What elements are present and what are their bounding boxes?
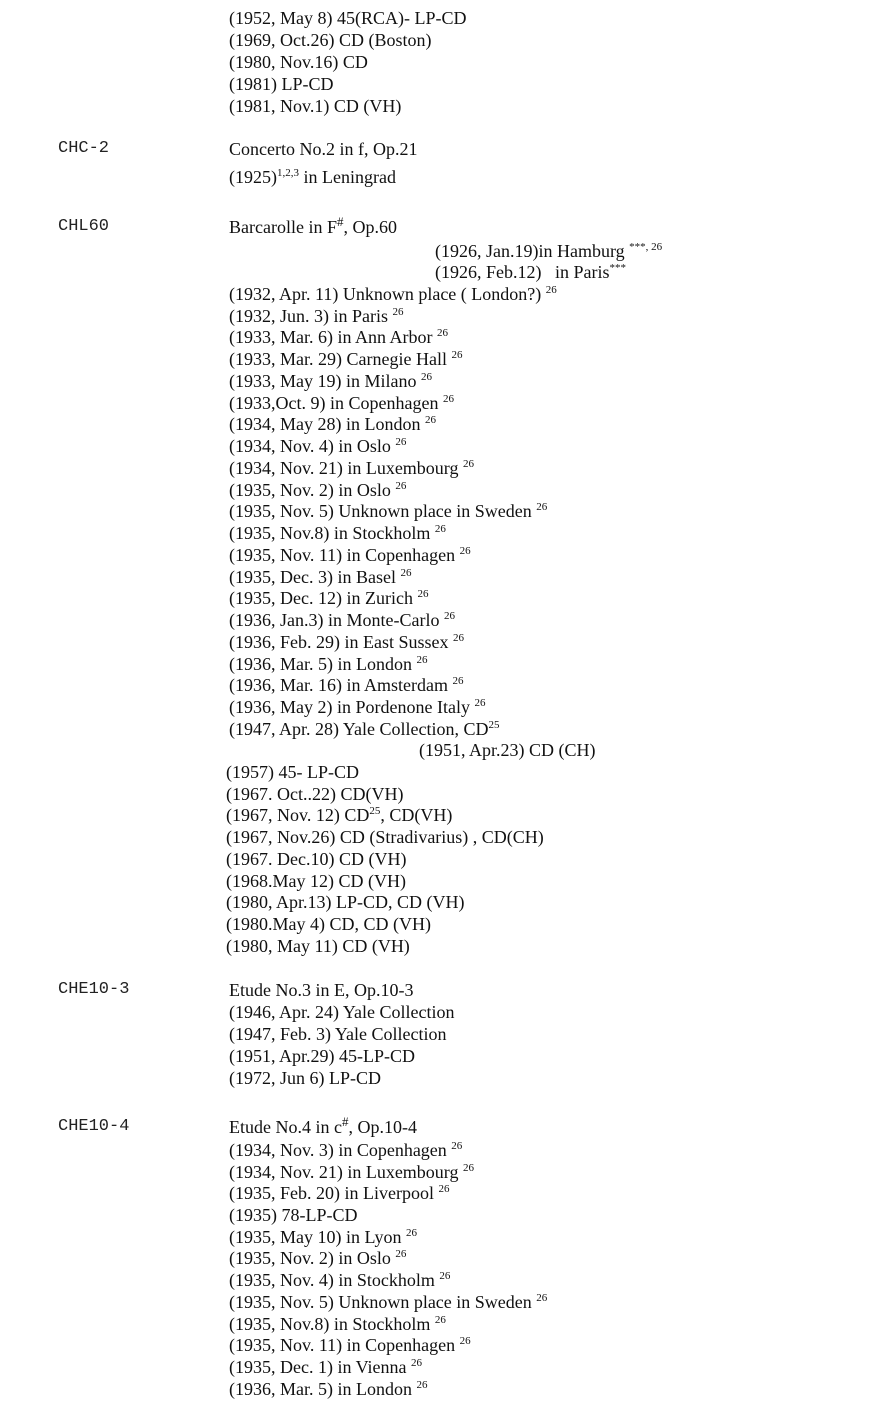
work-code: CHE10-3 bbox=[58, 980, 130, 999]
recording-entry: (1936, Jan.3) in Monte-Carlo $^{26}$ bbox=[229, 610, 455, 630]
recording-entry: (1932, Apr. 11) Unknown place ( London?) $^{26}$ bbox=[229, 284, 557, 304]
work-code: CHE10-4 bbox=[58, 1117, 130, 1136]
recording-entry: (1934, Nov. 21) in Luxembourg $^{26}$ bbox=[229, 458, 474, 478]
recording-entry: (1972, Jun 6) LP-CD bbox=[229, 1068, 381, 1088]
recording-entry: (1936, Mar. 5) in London $^{26}$ bbox=[229, 654, 428, 674]
recording-entry: (1926, Feb.12) in Paris*** bbox=[435, 262, 626, 282]
recording-entry: (1967. Dec.10) CD (VH) bbox=[226, 849, 407, 869]
recording-entry: (1935, Dec. 1) in Vienna $^{26}$ bbox=[229, 1357, 423, 1377]
recording-entry: (1934, Nov. 21) in Luxembourg $^{26}$ bbox=[229, 1162, 474, 1182]
recording-entry: (1933, Mar. 29) Carnegie Hall $^{26}$ bbox=[229, 349, 463, 369]
recording-entry: (1933,Oct. 9) in Copenhagen $^{26}$ bbox=[229, 393, 454, 413]
recording-entry: (1967. Oct..22) CD(VH) bbox=[226, 784, 404, 804]
recording-entry: (1935, Nov. 11) in Copenhagen $^{26}$ bbox=[229, 1335, 471, 1355]
recording-entry: (1936, Feb. 29) in East Sussex $^{26}$ bbox=[229, 632, 464, 652]
recording-entry: (1933, May 19) in Milano $^{26}$ bbox=[229, 371, 432, 391]
work-code: CHL60 bbox=[58, 217, 110, 236]
recording-entry: (1934, Nov. 4) in Oslo $^{26}$ bbox=[229, 436, 407, 456]
recording-entry: (1951, Apr.23) CD (CH) bbox=[419, 740, 596, 760]
recording-entry: (1981) LP-CD bbox=[229, 74, 334, 94]
recording-entry: (1935, Nov. 11) in Copenhagen $^{26}$ bbox=[229, 545, 471, 565]
recording-entry: (1926, Jan.19)in Hamburg $^{***, 26}$ bbox=[435, 241, 663, 261]
recording-entry: (1951, Apr.29) 45-LP-CD bbox=[229, 1046, 415, 1066]
recording-entry: (1934, May 28) in London $^{26}$ bbox=[229, 414, 436, 434]
recording-entry: (1967, Nov. 12) CD$^{25}$, CD(VH) bbox=[226, 805, 453, 825]
recording-entry: (1952, May 8) 45(RCA)- LP-CD bbox=[229, 8, 467, 28]
recording-entry: (1947, Feb. 3) Yale Collection bbox=[229, 1024, 447, 1044]
recording-entry: (1935, Nov.8) in Stockholm $^{26}$ bbox=[229, 1314, 446, 1334]
work-code: CHC-2 bbox=[58, 139, 110, 158]
recording-entry: (1935, Dec. 3) in Basel $^{26}$ bbox=[229, 567, 412, 587]
recording-entry: (1935, Nov. 5) Unknown place in Sweden $^{26}$ bbox=[229, 501, 548, 521]
recording-entry: (1935, Feb. 20) in Liverpool $^{26}$ bbox=[229, 1183, 450, 1203]
recording-entry: (1980, May 11) CD (VH) bbox=[226, 936, 410, 956]
recording-entry: (1935, May 10) in Lyon $^{26}$ bbox=[229, 1227, 417, 1247]
recording-entry: (1932, Jun. 3) in Paris $^{26}$ bbox=[229, 306, 404, 326]
recording-entry: $(1925)^{1,2,3}$ in Leningrad bbox=[229, 167, 396, 187]
recording-entry: (1969, Oct.26) CD (Boston) bbox=[229, 30, 432, 50]
recording-entry: (1980, Nov.16) CD bbox=[229, 52, 368, 72]
recording-entry: (1947, Apr. 28) Yale Collection, CD$^{25}$ bbox=[229, 719, 500, 739]
recording-entry: (1935, Nov. 2) in Oslo $^{26}$ bbox=[229, 1248, 407, 1268]
recording-entry: (1957) 45- LP-CD bbox=[226, 762, 359, 782]
recording-entry: (1935, Nov. 4) in Stockholm $^{26}$ bbox=[229, 1270, 451, 1290]
recording-entry: (1967, Nov.26) CD (Stradivarius) , CD(CH) bbox=[226, 827, 544, 847]
work-title: Etude No.4 in c#, Op.10-4 bbox=[229, 1114, 417, 1137]
recording-entry: (1933, Mar. 6) in Ann Arbor $^{26}$ bbox=[229, 327, 448, 347]
recording-entry: (1935) 78-LP-CD bbox=[229, 1205, 358, 1225]
recording-entry: (1936, Mar. 16) in Amsterdam $^{26}$ bbox=[229, 675, 464, 695]
recording-entry: (1935, Nov. 2) in Oslo $^{26}$ bbox=[229, 480, 407, 500]
work-title: Barcarolle in F#, Op.60 bbox=[229, 214, 397, 237]
recording-entry: (1935, Dec. 12) in Zurich $^{26}$ bbox=[229, 588, 429, 608]
recording-entry: (1936, Mar. 5) in London $^{26}$ bbox=[229, 1379, 428, 1399]
recording-entry: (1981, Nov.1) CD (VH) bbox=[229, 96, 402, 116]
work-title: Concerto No.2 in f, Op.21 bbox=[229, 139, 418, 159]
recording-entry: (1936, May 2) in Pordenone Italy $^{26}$ bbox=[229, 697, 486, 717]
recording-entry: (1935, Nov.8) in Stockholm $^{26}$ bbox=[229, 523, 446, 543]
recording-entry: (1935, Nov. 5) Unknown place in Sweden $^{26}$ bbox=[229, 1292, 548, 1312]
recording-entry: (1980.May 4) CD, CD (VH) bbox=[226, 914, 431, 934]
recording-entry: (1968.May 12) CD (VH) bbox=[226, 871, 406, 891]
recording-entry: (1980, Apr.13) LP-CD, CD (VH) bbox=[226, 892, 465, 912]
recording-entry: (1946, Apr. 24) Yale Collection bbox=[229, 1002, 455, 1022]
work-title: Etude No.3 in E, Op.10-3 bbox=[229, 980, 414, 1000]
recording-entry: (1934, Nov. 3) in Copenhagen $^{26}$ bbox=[229, 1140, 463, 1160]
